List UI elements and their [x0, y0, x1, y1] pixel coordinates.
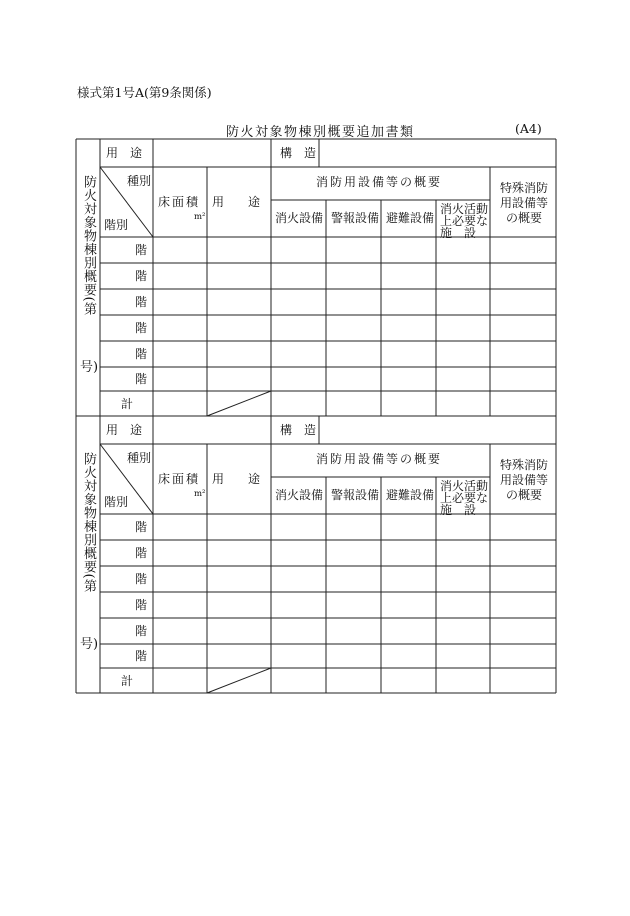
structure-label: 構 造	[280, 146, 317, 160]
use-column-label: 用 途	[212, 195, 261, 209]
extinguishing-equipment-label: 消火設備	[275, 211, 324, 225]
floor-row-label: 階	[135, 572, 148, 586]
fire-equipment-summary-label: 消防用設備等の概要	[316, 452, 443, 466]
floor-row-label: 階	[135, 269, 148, 283]
building-summary-table-1	[76, 139, 556, 416]
use-column-label: 用 途	[212, 472, 261, 486]
floor-area-unit: m²	[194, 489, 206, 499]
firefighting-facility-label: 消火活動上必要な施 設	[440, 479, 489, 517]
document-title: 防火対象物棟別概要追加書類	[226, 125, 415, 140]
floor-row-label: 階	[135, 649, 148, 663]
floor-area-label: 床面積	[158, 472, 201, 486]
extinguishing-equipment-label: 消火設備	[275, 488, 324, 502]
floor-row-label: 階	[135, 321, 148, 335]
floor-row-label: 階	[135, 243, 148, 257]
special-equipment-label: 特殊消防用設備等の概要	[499, 458, 548, 502]
floor-row-label: 階	[135, 624, 148, 638]
type-label: 種別	[127, 451, 152, 465]
use-label: 用 途	[106, 423, 143, 437]
floor-row-label: 階	[135, 295, 148, 309]
floor-row-label: 階	[135, 372, 148, 386]
floor-row-label: 階	[135, 546, 148, 560]
alarm-equipment-label: 警報設備	[331, 211, 380, 225]
floor-row-label: 階	[135, 347, 148, 361]
evacuation-equipment-label: 避難設備	[386, 211, 435, 225]
fire-equipment-summary-label: 消防用設備等の概要	[316, 175, 443, 189]
floor-column-label: 階別	[104, 495, 129, 509]
floor-column-label: 階別	[104, 218, 129, 232]
total-row-label: 計	[121, 674, 134, 688]
building-summary-side-label: 防火対象物棟別概要(第	[81, 175, 96, 316]
building-summary-table-2	[76, 416, 556, 693]
form-number-label: 様式第1号A(第9条関係)	[77, 85, 212, 100]
structure-label: 構 造	[280, 423, 317, 437]
evacuation-equipment-label: 避難設備	[386, 488, 435, 502]
special-equipment-label: 特殊消防用設備等の概要	[499, 181, 548, 225]
alarm-equipment-label: 警報設備	[331, 488, 380, 502]
building-summary-side-label: 防火対象物棟別概要(第	[81, 452, 96, 593]
building-number-suffix: 号)	[80, 637, 99, 652]
total-row-label: 計	[121, 397, 134, 411]
type-label: 種別	[127, 174, 152, 188]
use-label: 用 途	[106, 146, 143, 160]
floor-area-unit: m²	[194, 212, 206, 222]
floor-area-label: 床面積	[158, 195, 201, 209]
firefighting-facility-label: 消火活動上必要な施 設	[440, 202, 489, 240]
floor-row-label: 階	[135, 520, 148, 534]
paper-size-label: (A4)	[515, 121, 542, 136]
building-number-suffix: 号)	[80, 360, 99, 375]
floor-row-label: 階	[135, 598, 148, 612]
